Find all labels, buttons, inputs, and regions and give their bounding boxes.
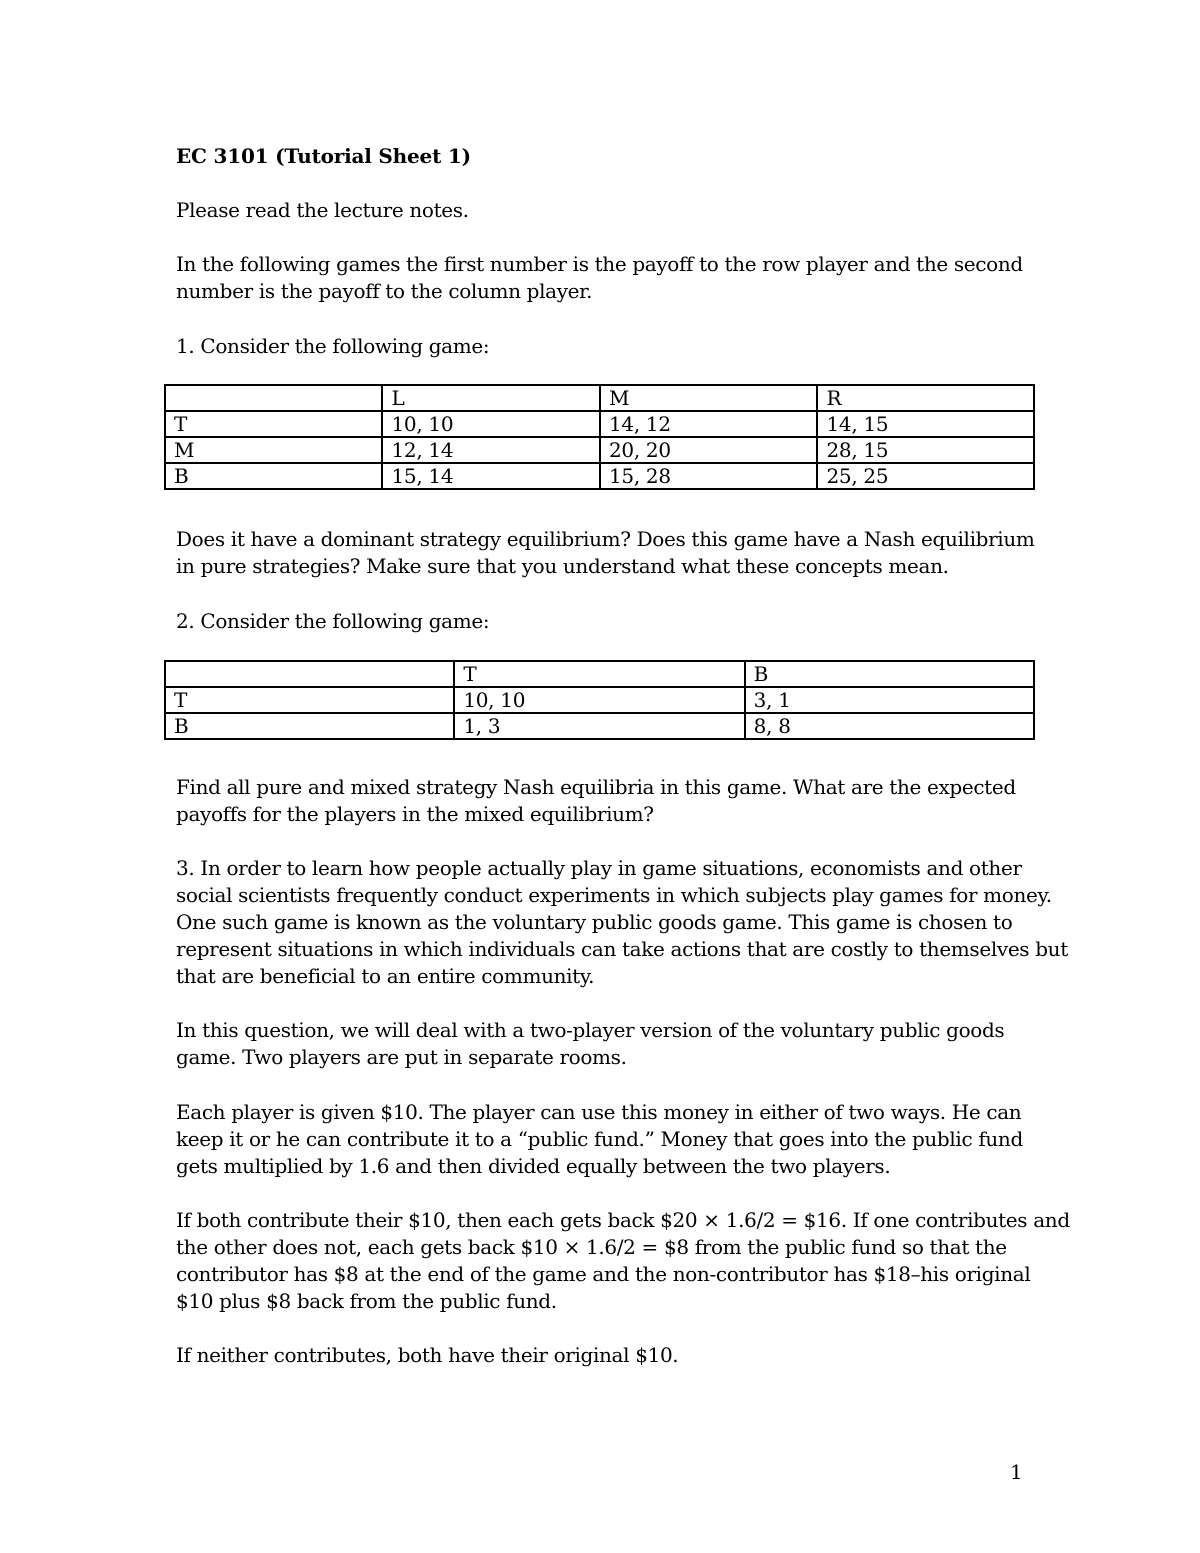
q2-question-line: Find all pure and mixed strategy Nash equilibria in this game. What are the expected [176,775,1016,799]
table-cell: M [600,385,818,411]
table-cell: 15, 28 [600,463,818,489]
intro-line: Please read the lecture notes. [176,198,469,222]
q3-line: represent situations in which individuals can take actions that are costly to themselves but [176,937,1068,961]
q3-paragraph-5 [176,1342,1046,1369]
table-cell: L [382,385,600,411]
q3-line: Each player is given $10. The player can use this money in either of two ways. He can [176,1100,1022,1124]
explanation-line: In the following games the first number is the payoff to the row player and the second [176,252,1023,276]
table-row [165,463,1034,489]
q3-line: social scientists frequently conduct experiments in which subjects play games for money. [176,883,1052,907]
q3-line: game. Two players are put in separate rooms. [176,1045,627,1069]
q3-line: contributor has $8 at the end of the game and the non-contributor has $18–his original [176,1262,1031,1286]
table-cell: B [165,463,382,489]
q3-line: the other does not, each gets back $10 × 1.6/2 = $8 from the public fund so that the [176,1235,1007,1259]
table-cell: B [165,713,454,739]
table-cell: 28, 15 [817,437,1034,463]
table-cell: 15, 14 [382,463,600,489]
table-cell: 10, 10 [382,411,600,437]
intro-text [176,197,1046,224]
q3-line: In this question, we will deal with a two-player version of the voluntary public goods [176,1018,1005,1042]
q1-payoff-table [164,384,1035,490]
q1-prompt-line: 1. Consider the following game: [176,334,490,358]
q3-line: One such game is known as the voluntary public goods game. This game is chosen to [176,910,1013,934]
table-header-row [165,385,1034,411]
q3-paragraph-4 [176,1207,1070,1315]
table-cell: 14, 12 [600,411,818,437]
table-cell: 3, 1 [745,687,1034,713]
table-row [165,713,1034,739]
table-row [165,687,1034,713]
q2-question-line: payoffs for the players in the mixed equilibrium? [176,802,654,826]
explanation-text [176,251,1046,305]
q1-question-line: Does it have a dominant strategy equilibrium? Does this game have a Nash equilibrium [176,527,1035,551]
table-cell: T [165,411,382,437]
table-cell: B [745,661,1034,687]
q3-paragraph-1 [176,855,1068,990]
q3-line: that are beneficial to an entire community. [176,964,595,988]
q2-question [176,774,1046,828]
table-cell: 14, 15 [817,411,1034,437]
table-cell: 12, 14 [382,437,600,463]
table-cell: M [165,437,382,463]
table-cell: 1, 3 [454,713,744,739]
q3-line: $10 plus $8 back from the public fund. [176,1289,557,1313]
table-row [165,437,1034,463]
q3-line: gets multiplied by 1.6 and then divided equally between the two players. [176,1154,891,1178]
explanation-line: number is the payoff to the column player. [176,279,593,303]
q2-payoff-table [164,660,1035,740]
q3-paragraph-2 [176,1017,1046,1071]
q1-question [176,526,1046,580]
table-cell: 20, 20 [600,437,818,463]
table-cell: 25, 25 [817,463,1034,489]
q3-paragraph-3 [176,1099,1046,1180]
page-number: 1 [1010,1460,1023,1484]
table-cell: 10, 10 [454,687,744,713]
q3-line: If both contribute their $10, then each gets back $20 × 1.6/2 = $16. If one contributes and [176,1208,1070,1232]
page-title: EC 3101 (Tutorial Sheet 1) [176,144,471,168]
table-cell [165,385,382,411]
q3-line: 3. In order to learn how people actually play in game situations, economists and other [176,856,1022,880]
table-cell: T [165,687,454,713]
table-cell: R [817,385,1034,411]
table-cell [165,661,454,687]
q2-prompt [176,608,1046,635]
table-cell: 8, 8 [745,713,1034,739]
table-cell: T [454,661,744,687]
q2-prompt-line: 2. Consider the following game: [176,609,490,633]
q1-prompt [176,333,1046,360]
q3-line: keep it or he can contribute it to a “public fund.” Money that goes into the public fund [176,1127,1023,1151]
q1-question-line: in pure strategies? Make sure that you understand what these concepts mean. [176,554,949,578]
q3-line: If neither contributes, both have their original $10. [176,1343,679,1367]
table-header-row [165,661,1034,687]
table-row [165,411,1034,437]
